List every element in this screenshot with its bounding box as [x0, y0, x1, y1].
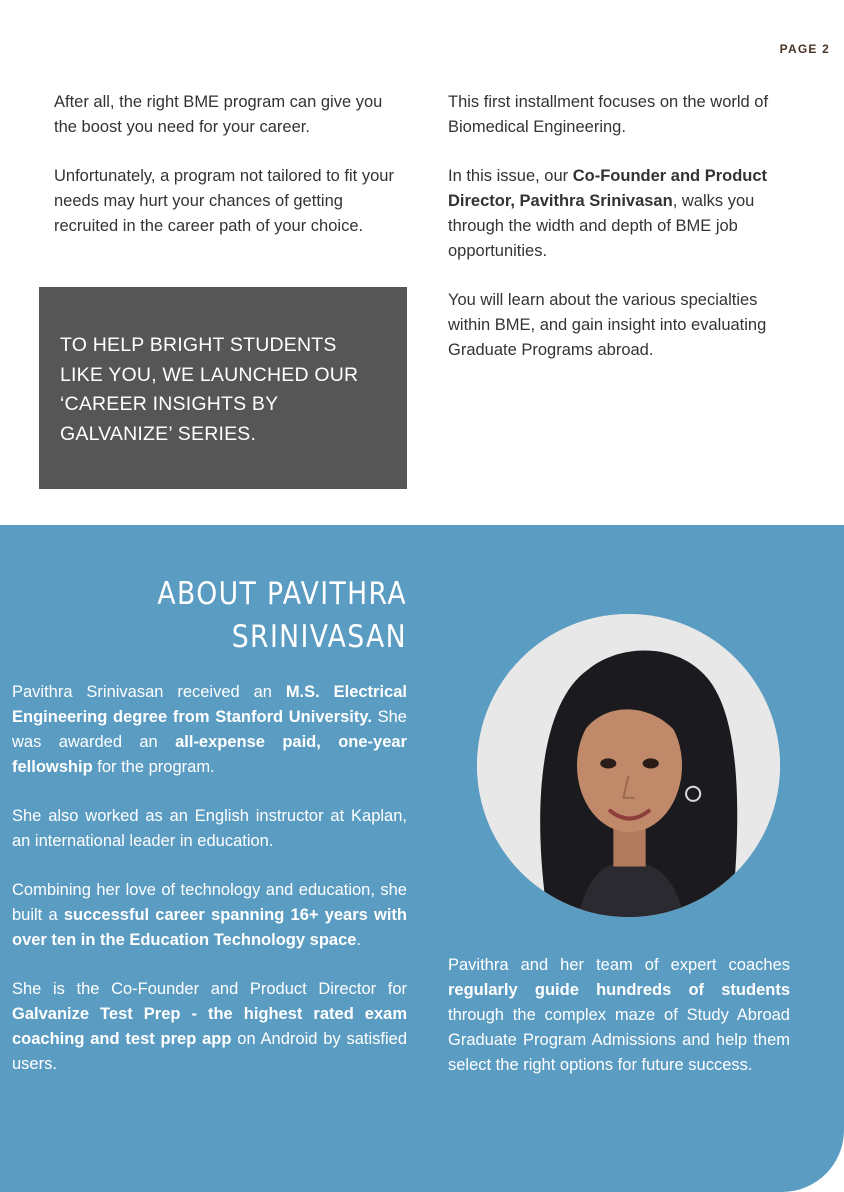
bio-highlight: all-expense paid, one-year fellowship	[12, 733, 407, 776]
bio-text: for the program.	[92, 758, 215, 776]
bio-text: She was awarded an	[12, 708, 407, 751]
team-paragraph	[448, 953, 790, 1078]
issue-text-start: In this issue, our	[448, 167, 573, 185]
bio-paragraph-career	[12, 878, 407, 953]
issue-paragraph	[448, 164, 793, 264]
team-column	[448, 953, 790, 1078]
intro-right-column	[448, 90, 793, 387]
bio-paragraph-kaplan: She also worked as an English instructor at Kaplan, an international leader in education.	[12, 807, 407, 850]
bio-highlight: successful career spanning 16+ years with over ten in the Education Technology space	[12, 906, 407, 949]
about-heading: ABOUT PAVITHRA SRINIVASAN	[157, 576, 407, 655]
bio-paragraph-education	[12, 680, 407, 780]
series-callout-box	[39, 287, 407, 489]
bio-text: Pavithra Srinivasan received an	[12, 683, 286, 701]
team-highlight: regularly guide hundreds of students	[448, 981, 790, 999]
issue-text-end: , walks you through the width and depth of BME job opportunities.	[448, 192, 755, 260]
installment-paragraph: This first installment focuses on the world of Biomedical Engineering.	[448, 93, 769, 136]
intro-left-column	[54, 90, 399, 263]
portrait-illustration	[477, 614, 780, 917]
about-section	[0, 525, 844, 1192]
learn-paragraph: You will learn about the various specialties within BME, and gain insight into evaluating Graduate Programs abroad.	[448, 291, 767, 359]
issue-author-highlight: Co-Founder and Product Director, Pavithra Srinivasan	[448, 167, 768, 210]
bio-text: Combining her love of technology and education, she built a	[12, 881, 407, 924]
bio-highlight: Galvanize Test Prep - the highest rated exam coaching and test prep app	[12, 1005, 407, 1048]
intro-paragraph-1: After all, the right BME program can give you the boost you need for your career.	[54, 93, 383, 136]
bio-column	[12, 680, 407, 1101]
series-callout-text: TO HELP BRIGHT STUDENTS LIKE YOU, WE LAUNCHED OUR ‘CAREER INSIGHTS BY GALVANIZE’ SERIES.	[60, 334, 359, 445]
bio-text: on Android by satisfied users.	[12, 1030, 407, 1073]
bio-text: She is the Co-Founder and Product Director for	[12, 980, 407, 998]
bio-paragraph-galvanize	[12, 977, 407, 1077]
portrait-photo	[477, 614, 780, 917]
team-text: through the complex maze of Study Abroad Graduate Program Admissions and help them select the right options for future success.	[448, 1006, 790, 1074]
page-number: PAGE 2	[779, 42, 830, 56]
bio-highlight: M.S. Electrical Engineering degree from Stanford University.	[12, 683, 407, 726]
bio-text: .	[356, 931, 362, 949]
team-text: Pavithra and her team of expert coaches	[448, 956, 790, 974]
intro-paragraph-2: Unfortunately, a program not tailored to fit your needs may hurt your chances of getting recruited in the career path of your choice.	[54, 167, 394, 235]
